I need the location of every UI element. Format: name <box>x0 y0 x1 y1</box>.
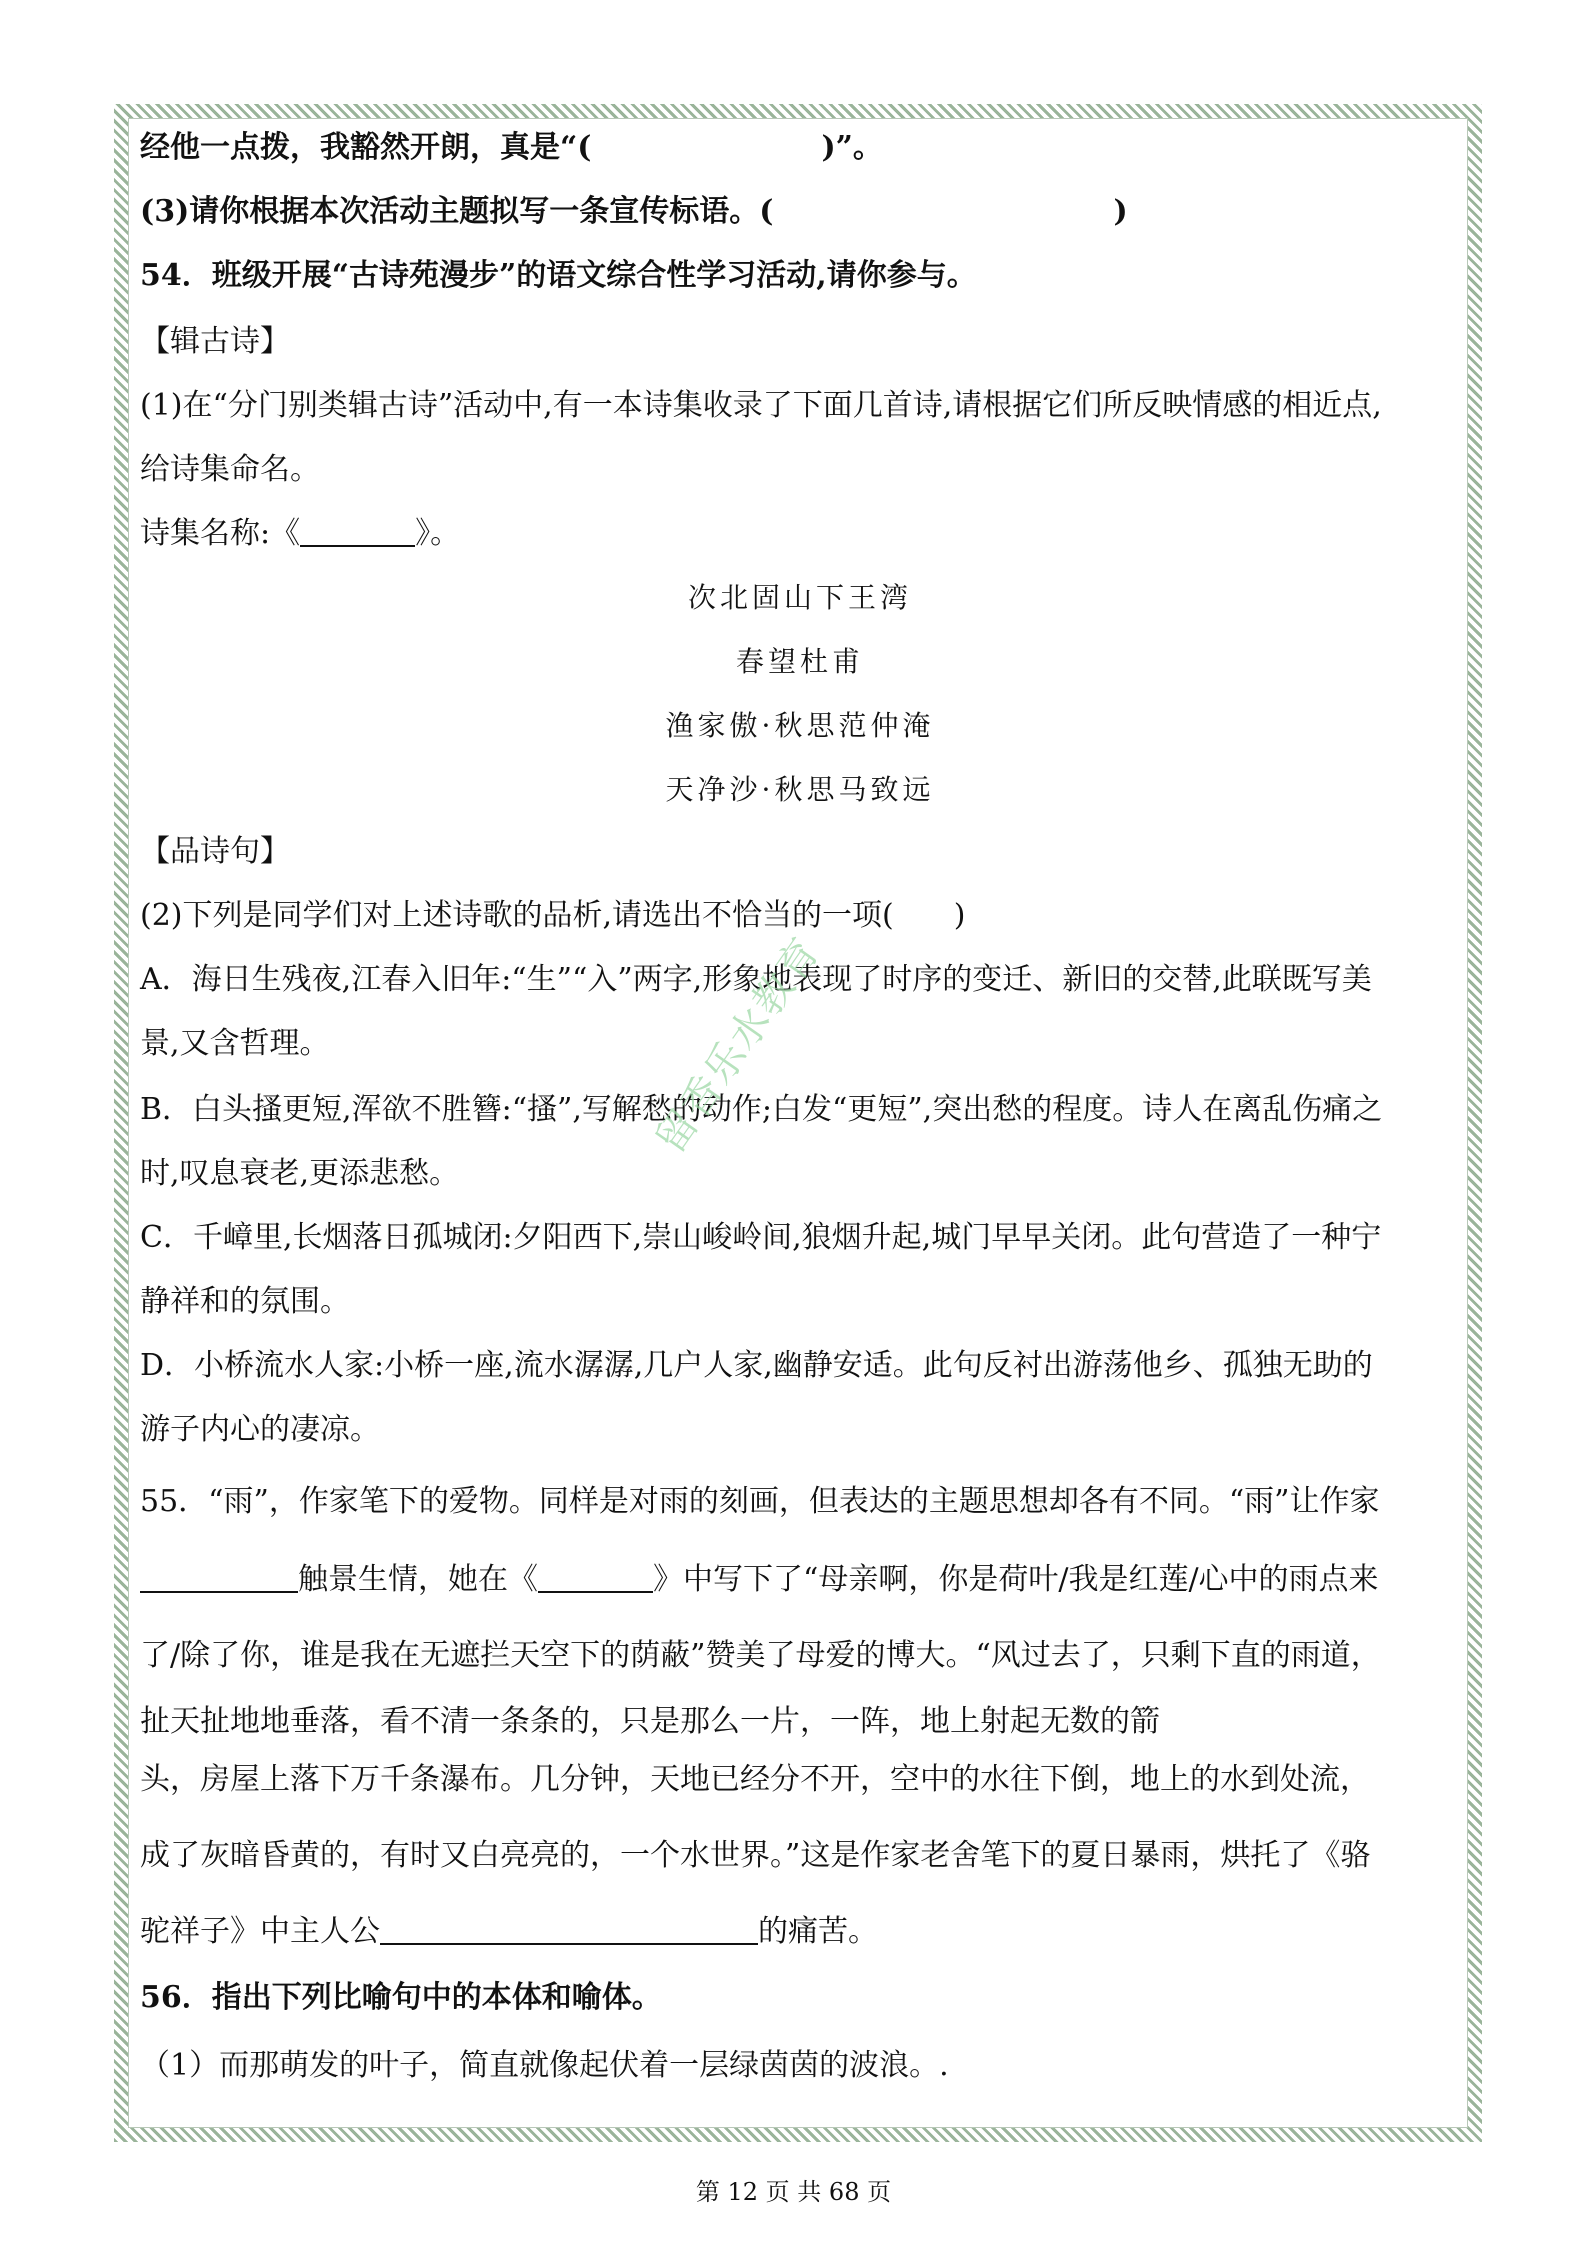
q55-line3: 了/除了你，谁是我在无遮拦天空下的荫蔽”赞美了母爱的博大。“风过去了，只剩下直的雨道， <box>140 1638 1381 1673</box>
q54-intro <box>140 256 977 296</box>
poem-title: 渔家傲·秋思范仲淹 <box>665 709 935 742</box>
q53-slogan-text: (3)请你根据本次活动主题拟写一条宣传标语。( <box>140 194 774 229</box>
q54-sub2: (2)下列是同学们对上述诗歌的品析,请选出不恰当的一项( ) <box>140 898 966 933</box>
poem-title: 春望杜甫 <box>735 645 864 678</box>
page-number: 第 12 页 共 68 页 <box>695 2178 892 2206</box>
q54-section-title-1: 【辑古诗】 <box>140 324 290 359</box>
q55-line7 <box>140 1912 878 1952</box>
q53-line1-text: 经他一点拨，我豁然开朗，真是“( <box>140 130 592 165</box>
q54-section-title-2: 【品诗句】 <box>140 834 290 869</box>
q55-line7-text: 驼祥子》中主人公 <box>140 1914 380 1949</box>
q55-line2-end: 》中写下了“母亲啊，你是荷叶/我是红莲/心中的雨点来 <box>653 1562 1379 1597</box>
option-a-line2: 景,又含哲理。 <box>140 1026 330 1061</box>
watermark: 留香乐水教育 <box>647 928 830 1162</box>
protagonist-blank <box>380 1913 758 1945</box>
q53-line1-end: )”。 <box>821 130 883 165</box>
q54-sub1-line2: 给诗集命名。 <box>140 452 320 487</box>
q53-slogan-end: ) <box>1113 194 1128 229</box>
poem-title: 次北固山下王湾 <box>687 581 912 614</box>
q56-title-text: 56．指出下列比喻句中的本体和喻体。 <box>140 1980 662 2015</box>
option-b-line1: B．白头搔更短,浑欲不胜簪:“搔”,写解愁的动作;白发“更短”,突出愁的程度。诗人在离乱伤痛之 <box>140 1092 1383 1127</box>
work-title-blank <box>538 1561 653 1593</box>
q55-line2-mid: 触景生情，她在《 <box>298 1562 538 1597</box>
q53-slogan-line <box>140 192 1128 232</box>
q55-line4: 扯天扯地地垂落，看不清一条条的，只是那么一片，一阵，地上射起无数的箭 <box>140 1704 1160 1739</box>
q55-line1: 55．“雨”，作家笔下的爱物。同样是对雨的刻画，但表达的主题思想却各有不同。“雨”让作家 <box>140 1484 1380 1519</box>
option-d-line2: 游子内心的凄凉。 <box>140 1412 380 1447</box>
poem-title: 天净沙·秋思马致远 <box>665 773 935 806</box>
option-d-line1: D．小桥流水人家:小桥一座,流水潺潺,几户人家,幽静安适。此句反衬出游荡他乡、孤独无助的 <box>140 1348 1373 1383</box>
q54-sub1-line1: (1)在“分门别类辑古诗”活动中,有一本诗集收录了下面几首诗,请根据它们所反映情感的相近点, <box>140 388 1382 423</box>
collection-name-prefix: 诗集名称:《 <box>140 516 301 551</box>
option-b-line2: 时,叹息衰老,更添悲愁。 <box>140 1156 460 1191</box>
q55-line2 <box>140 1560 1379 1600</box>
collection-name-suffix: 》。 <box>415 516 461 551</box>
collection-name-blank <box>300 515 415 547</box>
option-c-line1: C．千嶂里,长烟落日孤城闭:夕阳西下,崇山峻岭间,狼烟升起,城门早早关闭。此句营造了一种宁 <box>140 1220 1382 1255</box>
option-c-line2: 静祥和的氛围。 <box>140 1284 350 1319</box>
q55-line6: 成了灰暗昏黄的，有时又白亮亮的，一个水世界。”这是作家老舍笔下的夏日暴雨，烘托了《骆 <box>140 1838 1371 1873</box>
option-a-line1: A．海日生残夜,江春入旧年:“生”“入”两字,形象地表现了时序的变迁、新旧的交替,此联既写美 <box>140 962 1372 997</box>
author-blank <box>140 1561 298 1593</box>
q56-sub1: （1）而那萌发的叶子，简直就像起伏着一层绿茵茵的波浪。. <box>140 2048 949 2083</box>
q55-line7-end: 的痛苦。 <box>758 1914 878 1949</box>
q56-title <box>140 1978 662 2018</box>
q54-intro-text: 54．班级开展“古诗苑漫步”的语文综合性学习活动,请你参与。 <box>140 258 977 293</box>
poetry-collection-name <box>140 514 460 554</box>
q53-line1 <box>140 128 883 168</box>
q55-line5: 头，房屋上落下万千条瀑布。几分钟，天地已经分不开，空中的水往下倒，地上的水到处流， <box>140 1762 1370 1797</box>
